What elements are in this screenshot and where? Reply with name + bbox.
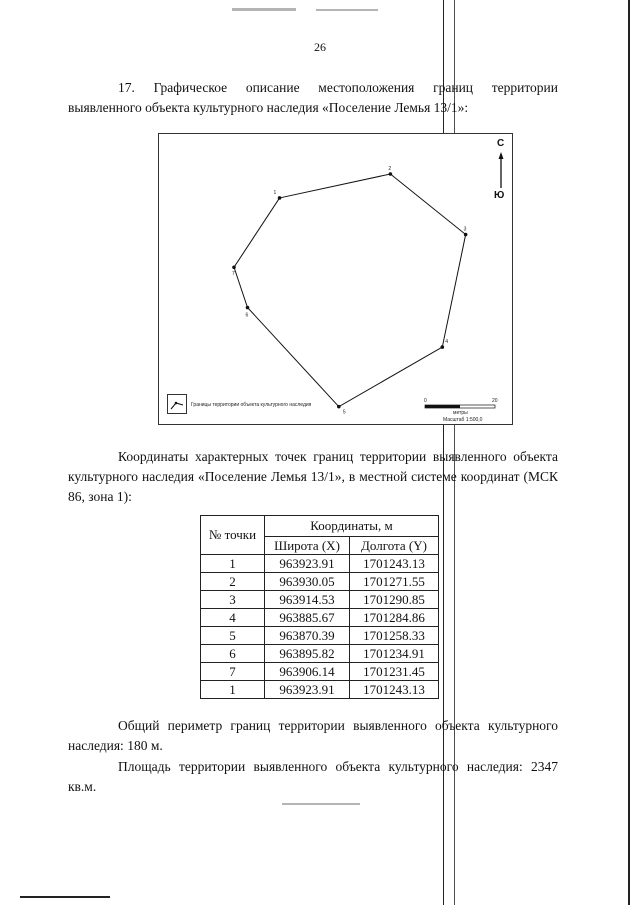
scale-zero: 0 [424,398,427,404]
scale-units: метры [453,410,468,416]
boundary-map [158,133,513,425]
lat-cell: 963930.05 [265,573,350,591]
lon-cell: 1701234.91 [350,645,439,663]
boundary-point-5 [337,405,341,409]
col-point-header: № точки [201,516,265,555]
boundary-point-label: 4 [445,339,449,346]
boundary-point-label: 2 [388,166,392,172]
point-cell: 3 [201,591,265,609]
boundary-point-1 [278,196,282,200]
boundary-line-icon [168,395,186,413]
legend-swatch [167,394,187,414]
north-arrow-icon [499,152,504,188]
coordinates-table [200,515,439,699]
boundary-point-4 [440,345,444,349]
col-lat-header: Широта (X) [265,537,350,555]
table-row [201,591,439,609]
boundary-point-label: 7 [232,271,235,278]
boundary-point-2 [389,172,393,176]
page-number: 26 [314,40,326,54]
boundary-point-label: 5 [342,409,346,416]
point-cell: 2 [201,573,265,591]
table-row [201,573,439,591]
lon-cell: 1701271.55 [350,573,439,591]
scan-noise [232,8,296,11]
lon-cell: 1701290.85 [350,591,439,609]
scan-noise [316,9,378,11]
boundary-map-drawing [159,134,512,424]
point-cell: 6 [201,645,265,663]
table-row [201,609,439,627]
lat-cell: 963870.39 [265,627,350,645]
boundary-point-6 [246,306,250,310]
lon-cell: 1701258.33 [350,627,439,645]
point-cell: 7 [201,663,265,681]
table-row [201,645,439,663]
boundary-point-label: 1 [273,189,277,196]
coords-intro: Координаты характерных точек границ территории выявленного объекта культурного наследия «Поселение Лемья 13/1», в местной системе координат (МСК 86, зона 1): [68,449,558,504]
lat-cell: 963923.91 [265,681,350,699]
scan-noise [282,803,360,805]
scan-line [628,0,630,905]
perimeter-text: Общий периметр границ территории выявленного объекта культурного наследия: 180 м. [68,718,558,753]
scan-line [20,896,110,898]
scale-bar [425,405,495,408]
legend-label: Границы территории объекта культурного наследия [191,402,312,408]
table-row [201,663,439,681]
boundary-point-3 [464,233,468,237]
area-text: Площадь территории выявленного объекта культурного наследия: 2347 кв.м. [68,759,558,794]
col-coords-header: Координаты, м [265,516,439,537]
point-cell: 4 [201,609,265,627]
north-label: С [497,138,505,149]
boundary-line [234,174,466,407]
lat-cell: 963906.14 [265,663,350,681]
boundary-point-7 [232,265,236,269]
point-cell: 5 [201,627,265,645]
point-cell: 1 [201,681,265,699]
scale-max: 20 [492,398,498,404]
lat-cell: 963923.91 [265,555,350,573]
boundary-point-label: 6 [245,312,249,319]
lon-cell: 1701284.86 [350,609,439,627]
table-row [201,681,439,699]
section-heading: 17. Графическое описание местоположения границ территории выявленного объекта культурного наследия «Поселение Лемья 13/1»: [68,80,558,115]
lon-cell: 1701243.13 [350,681,439,699]
table-row [201,555,439,573]
lat-cell: 963885.67 [265,609,350,627]
point-cell: 1 [201,555,265,573]
lon-cell: 1701243.13 [350,555,439,573]
lat-cell: 963914.53 [265,591,350,609]
col-lon-header: Долгота (Y) [350,537,439,555]
lon-cell: 1701231.45 [350,663,439,681]
south-label: Ю [494,190,505,201]
boundary-point-label: 3 [463,226,467,233]
scale-caption: Масштаб 1:500,0 [443,417,483,423]
lat-cell: 963895.82 [265,645,350,663]
table-row [201,627,439,645]
